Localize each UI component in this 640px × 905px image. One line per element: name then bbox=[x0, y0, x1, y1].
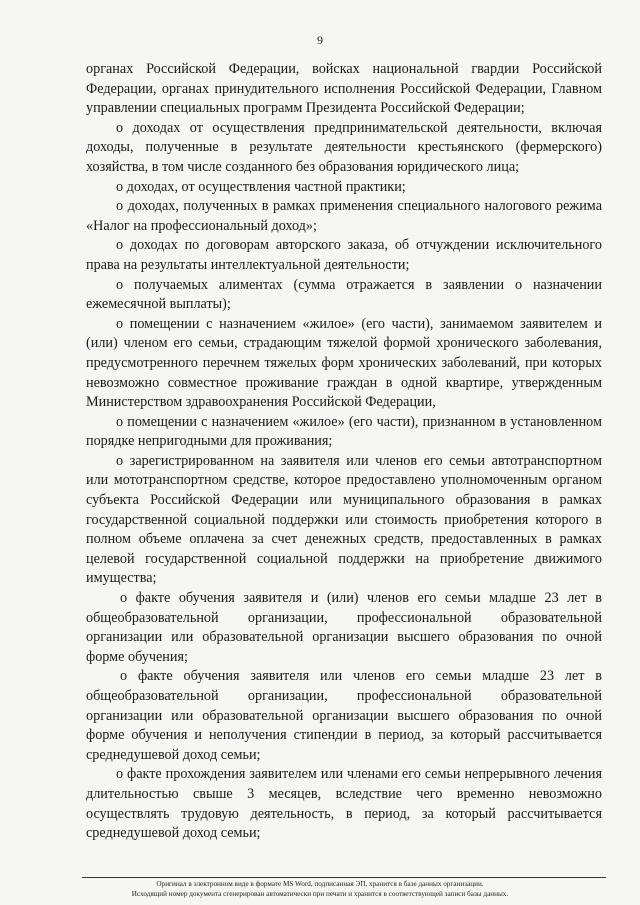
paragraph-entrepreneurial-income: о доходах от осуществления предпринимательской деятельности, включая доходы, полученные в результате деятельности крестьянского (фермерского) хозяйства, в том числе созданного без образования юридического лица; bbox=[86, 119, 602, 175]
footer-divider bbox=[82, 877, 606, 878]
paragraph-vehicle: о зарегистрированном на заявителя или членов его семьи автотранспортном или мототранспортном средстве, которое предоставлено уполномоченным органом субъекта Российской Федерации или муниципального образования в рамках государственной социальной поддержки или стоимость приобретения которого в полном объеме оплачена за счет денежных средств, предоставленных в рамках целевой государственной социальной поддержки на приобретение движимого имущества; bbox=[86, 452, 602, 587]
paragraph-continuation: органах Российской Федерации, войсках национальной гвардии Российской Федерации, органах принудительного исполнения Российской Федерации, Главном управлении специальных программ Президента Российской Федерации; bbox=[86, 61, 602, 117]
paragraph-education-full-time: о факте обучения заявителя и (или) членов его семьи младше 23 лет в общеобразовательной организации, профессиональной образовательной организации или образовательной организации высшего образования по очной форме обучения; bbox=[86, 590, 602, 665]
footer-line-outgoing-number: Исходящий номер документа сгенерирован автоматически при печати и хранится в соответствующей записи базы данных. bbox=[131, 890, 509, 898]
paragraph-education-no-stipend: о факте обучения заявителя или членов его семьи младше 23 лет в общеобразовательной организации, профессиональной образовательной организации или образовательной организации высшего образования по очной форме обучения и неполучения стипендии в период, за который рассчитывается среднедушевой доход семьи; bbox=[86, 668, 602, 763]
paragraph-residential-premises-illness: о помещении с назначением «жилое» (его части), занимаемом заявителем и (или) членом его семьи, страдающим тяжелой формой хронического заболевания, предусмотренного перечнем тяжелых форм хронических заболеваний, при которых невозможно совместное проживание граждан в одной квартире, утвержденным Министерством здравоохранения Российской Федерации, bbox=[86, 315, 602, 411]
document-body bbox=[86, 60, 602, 844]
paragraph-unfit-premises: о помещении с назначением «жилое» (его части), признанном в установленном порядке непригодными для проживания; bbox=[86, 413, 602, 450]
paragraph-alimony: о получаемых алиментах (сумма отражается в заявлении о назначении ежемесячной выплаты); bbox=[86, 276, 602, 313]
page-number: 9 bbox=[317, 33, 323, 47]
footer-note bbox=[0, 879, 640, 899]
paragraph-medical-treatment: о факте прохождения заявителем или членами его семьи непрерывного лечения длительностью свыше 3 месяцев, вследствие чего временно невозможно осуществлять трудовую деятельность, в период, за который рассчитывается среднедушевой доход семьи; bbox=[86, 766, 602, 842]
footer-line-original: Оригинал в электронном виде в формате MS Word, подписанная ЭП, хранится в базе данных организации. bbox=[156, 880, 484, 888]
paragraph-private-practice: о доходах, от осуществления частной практики; bbox=[116, 178, 406, 195]
paragraph-professional-income-tax: о доходах, полученных в рамках применения специального налогового режима «Налог на профессиональный доход»; bbox=[86, 198, 602, 234]
paragraph-author-contracts: о доходах по договорам авторского заказа, об отчуждении исключительного права на результаты интеллектуальной деятельности; bbox=[86, 237, 602, 273]
